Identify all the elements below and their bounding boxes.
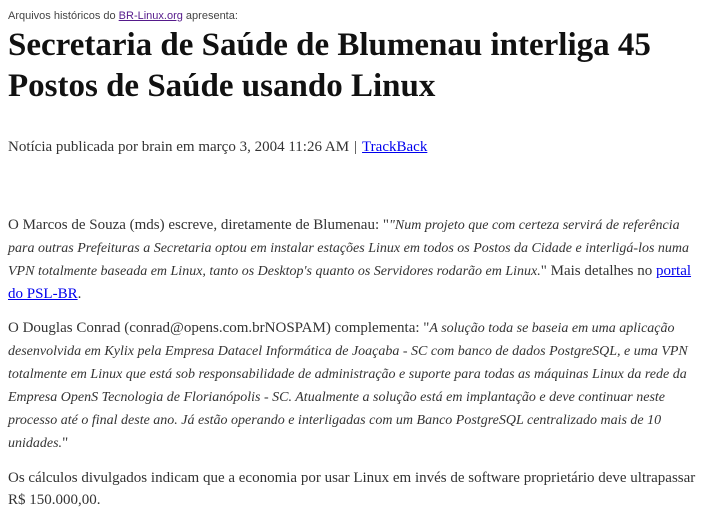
p2-intro: O Douglas Conrad (conrad@opens.com.brNOSPAM) complementa: " [8, 320, 430, 336]
meta-separator: | [354, 139, 358, 155]
p1-end: . [77, 286, 82, 302]
publish-info: Notícia publicada por brain em março 3, 2004 11:26 AM [8, 139, 350, 155]
archive-prefix: Arquivos históricos do [8, 10, 119, 22]
p2-quote: A solução toda se baseia em uma aplicação desenvolvida em Kylix pela Empresa Datacel Informática de Joaçaba - SC com banco de dados PostgreSQL, e uma VPN totalmente em Linux que está sob responsabilidade de administração e suporte para todas as máquinas Linux da rede da Empresa OpenS Tecnologia de Florianópolis - SC. Atualmente a solução está em implantação e deve continuar neste processo até o final deste ano. Já estão operando e interligadas com um Banco PostgreSQL centralizado mais de 10 unidades. [8, 321, 688, 451]
article-title: Secretaria de Saúde de Blumenau interliga 45 Postos de Saúde usando Linux [8, 27, 651, 104]
article-body [8, 214, 697, 511]
p1-quote: "Num projeto que com certeza servirá de referência para outras Prefeituras a Secretaria optou em instalar estações Linux em todos os Postos da Cidade e interligá-los numa VPN totalmente baseada em Linux, tanto os Desktop's quanto os Servidores rodarão em Linux. [8, 218, 690, 279]
p2-end: " [62, 435, 69, 451]
p1-after: " Mais detalhes no [540, 263, 657, 279]
archive-note [8, 10, 697, 22]
p1-intro: O Marcos de Souza (mds) escreve, diretamente de Blumenau: " [8, 217, 389, 233]
trackback-link[interactable]: TrackBack [362, 139, 428, 155]
paragraph-3: Os cálculos divulgados indicam que a economia por usar Linux em invés de software proprietário deve ultrapassar R$ 150.000,00. [8, 470, 696, 508]
psl-br-link[interactable]: portal do PSL-BR [8, 263, 692, 302]
article-meta [8, 139, 697, 156]
paragraph-2 [8, 317, 697, 455]
br-linux-link[interactable]: BR-Linux.org [118, 10, 183, 22]
paragraph-1 [8, 214, 697, 305]
archive-suffix: apresenta: [182, 10, 238, 22]
